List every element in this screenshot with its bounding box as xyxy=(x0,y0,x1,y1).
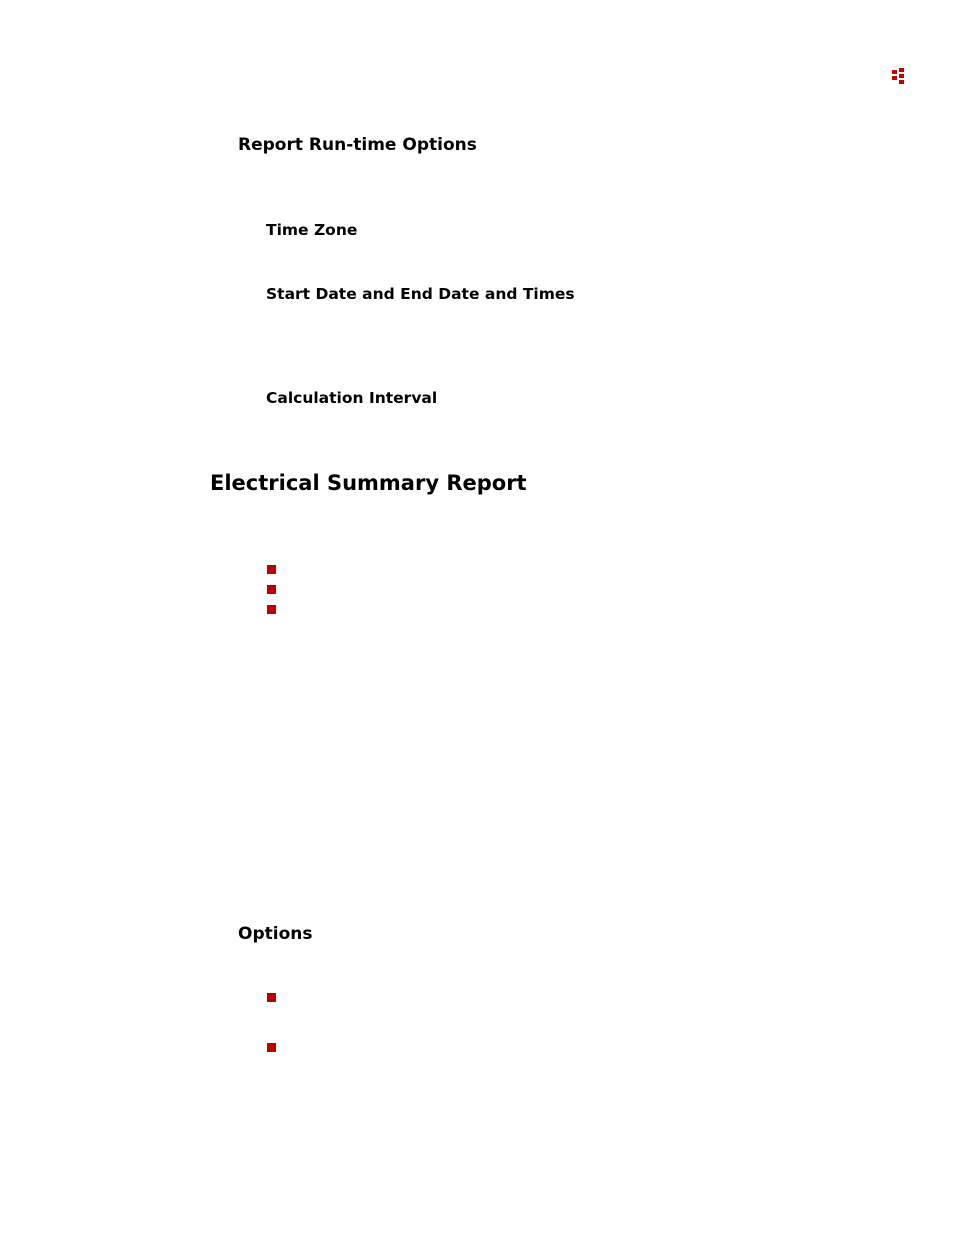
page-title-electrical-summary-report: Electrical Summary Report xyxy=(210,471,527,495)
bullet-icon xyxy=(267,565,276,574)
subheading-time-zone: Time Zone xyxy=(266,221,358,239)
bullet-icon xyxy=(267,605,276,614)
bullet-icon xyxy=(267,585,276,594)
bullet-icon xyxy=(267,1043,276,1052)
subheading-start-end-dates: Start Date and End Date and Times xyxy=(266,285,575,303)
subheading-calculation-interval: Calculation Interval xyxy=(266,389,438,407)
section-title-options: Options xyxy=(238,924,313,944)
brand-logo-icon xyxy=(892,68,906,86)
bullet-icon xyxy=(267,993,276,1002)
section-title-run-time-options: Report Run-time Options xyxy=(238,135,477,155)
